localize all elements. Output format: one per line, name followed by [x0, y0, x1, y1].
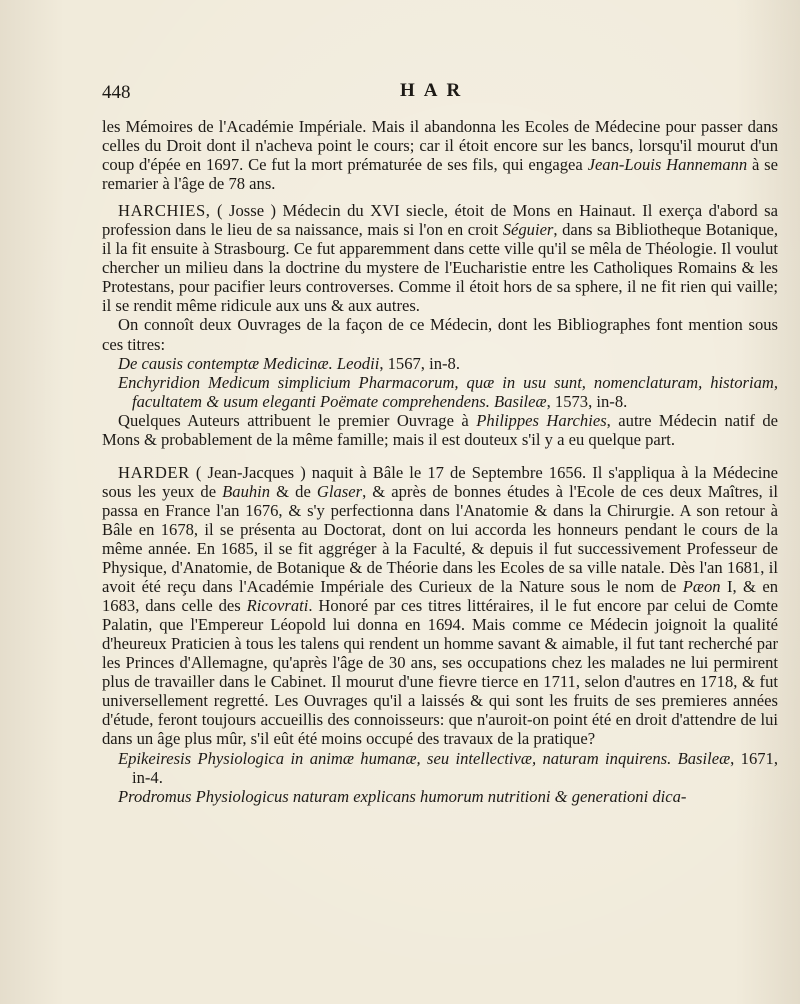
person-name: Philippes Harchies — [476, 410, 607, 430]
body-text — [102, 117, 778, 806]
bibliography-item: Enchyridion Medicum simplicium Pharmacorum, quæ in usu sunt, nomenclaturam, historiam, facultatem & usum eleganti Poëmate comprehendens. Basileæ, 1573, in-8. — [118, 372, 778, 411]
academy-name: Pæon — [682, 577, 721, 597]
person-name: Bauhin — [222, 481, 271, 501]
bibliography-item: Epikeiresis Physiologica in animæ humanæ, seu intellectivæ, naturam inquirens. Basileæ, 1671, in-4. — [118, 748, 778, 787]
bibliography-item: Prodromus Physiologicus naturam explicans humorum nutritioni & generationi dica- — [118, 786, 687, 806]
person-name: Glaser — [316, 481, 363, 501]
given-name: ( Jean-Jacques ) — [195, 462, 306, 482]
entry-harder: HARDER ( Jean-Jacques ) naquit à Bâle le 17 de Septembre 1656. Il s'appliqua à la Médecine sous les yeux de Bauhin & de Glaser, & après de bonnes études à l'Ecole de ces deux Maîtres, il passa en France l'an 1676, & s'y perfectionna dans l'Anatomie & dans la Chirurgie. A son retour à Bâle en 1678, il se présenta au Doctorat, dont on lui accorda les honneurs pendant le cours de la même année. En 1685, il se fit aggréger à la Faculté, & depuis il fut successivement Professeur de Physique, d'Anatomie, de Botanique & de Théorie dans les Ecoles de sa ville natale. Dès l'an 1681, il avoit été reçu dans l'Académie Impériale des Curieux de la Nature sous le nom de Pæon I, & en 1683, dans celle des Ricovrati. Honoré par ces titres littéraires, il le fut encore par celui de Comte Palatin, que l'Empereur Léopold lui donna en 1694. Mais comme ce Médecin joignoit la qualité d'heureux Praticien à tous les talens qui rendent un homme savant & aimable, il fut tant recherché par les Princes d'Allemagne, qu'après l'âge de 30 ans, ses occupations chez les malades ne lui permirent plus de travailler dans le Cabinet. Il mourut d'une fievre tierce en 1711, selon d'autres en 1718, & fut universellement regretté. Les Ouvrages qu'il a laissés & qui sont les fruits de ses premieres années d'étude, feront toujours accueillis des connoisseurs: que n'auroit-on point été en droit d'attendre de lui dans un âge plus mûr, s'il eût été moins occupé des travaux de la pratique? — [102, 462, 778, 749]
person-name: Jean-Louis Hannemann — [587, 155, 748, 175]
continuation-paragraph: les Mémoires de l'Académie Impériale. Mais il abandonna les Ecoles de Médecine pour passer dans celles du Droit dont il n'acheva point le cours; car il étoit encore sur les bancs, lorsqu'il mourut d'un coup d'épée en 1697. Ce fut la mort prématurée de ses fils, qui engagea Jean-Louis Hannemann à se remarier à l'âge de 78 ans. — [102, 117, 778, 194]
entry-harchies: HARCHIES, ( Josse ) Médecin du XVI siecle, étoit de Mons en Hainaut. Il exerça d'abord sa profession dans le lieu de sa naissance, mais si l'on en croit Séguier, dans sa Bibliotheque Botanique, il la fit ensuite à Strasbourg. Ce fut apparemment dans cette ville qu'il se mêla de Théologie. Il voulut chercher un milieu dans la doctrine du mystere de l'Eucharistie entre les Catholiques Romains & les Protestans, pour pacifier leurs controverses. Comme il étoit hors de sa sphere, il ne fit rien qui vaille; il se rendit même ridicule aux uns & aux autres. — [102, 201, 779, 316]
academy-name: Ricovrati — [246, 596, 309, 616]
given-name: ( Josse ) — [217, 201, 277, 221]
paragraph: Quelques Auteurs attribuent le premier Ouvrage à Philippes Harchies, autre Médecin natif de Mons & probablement de la même famille; mais il est douteux s'il y a eu quelque part. — [102, 410, 778, 449]
headword: HARCHIES, — [118, 201, 211, 221]
page-number: 448 — [102, 82, 131, 103]
bibliography-item: De causis contemptæ Medicinæ. Leodii, 1567, in-8. — [118, 353, 460, 373]
paragraph: On connoît deux Ouvrages de la façon de ce Médecin, dont les Bibliographes font mention sous ces titres: — [102, 315, 778, 354]
headword: HARDER — [118, 462, 190, 482]
cited-author: Séguier — [502, 220, 554, 240]
page-header — [102, 80, 782, 110]
running-head: HAR — [400, 80, 470, 101]
